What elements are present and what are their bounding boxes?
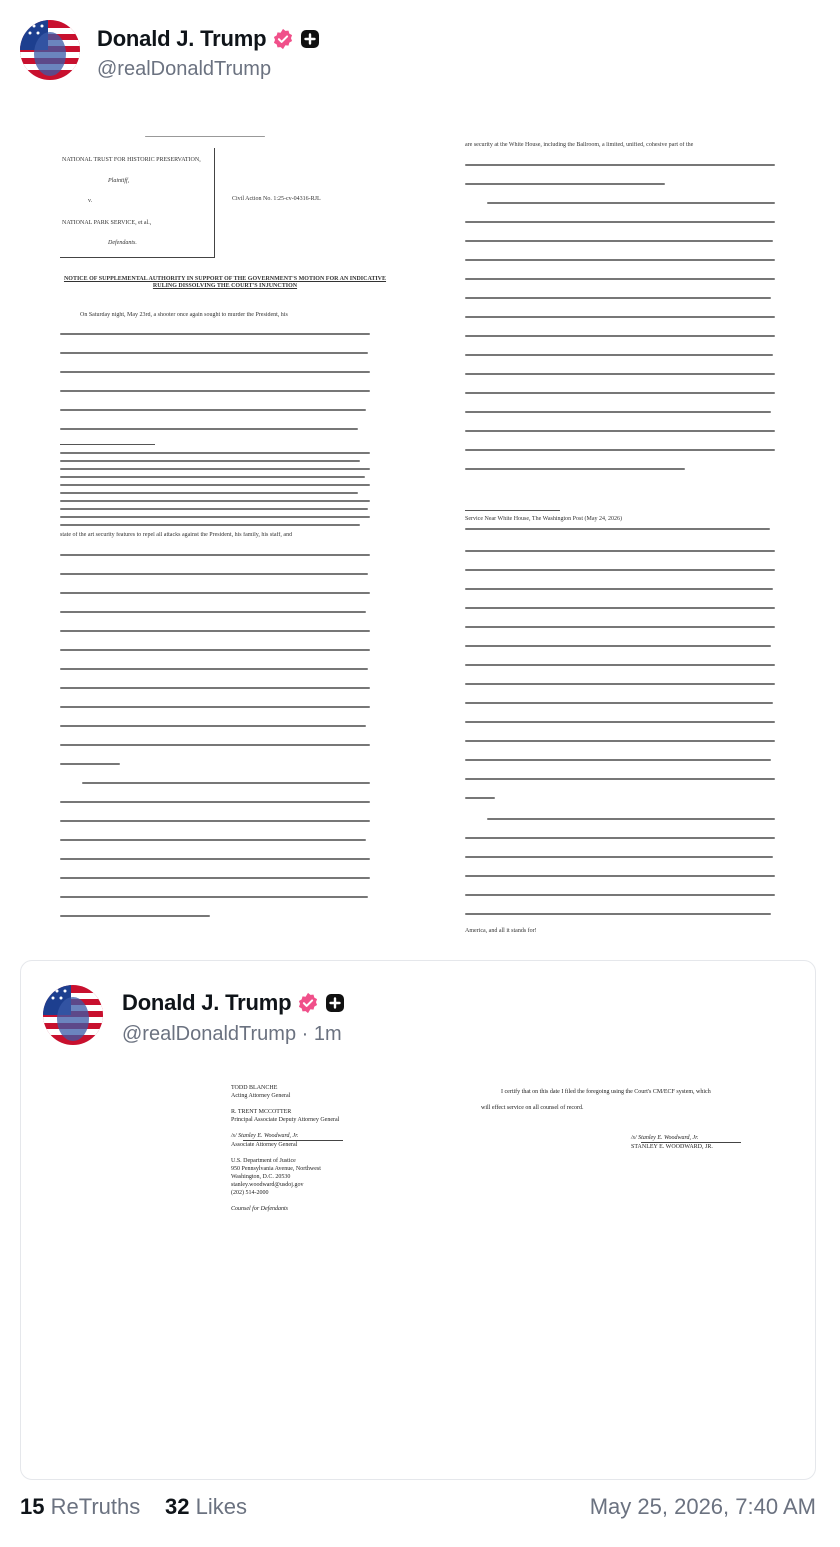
- caption-plaintiff-role: Plaintiff,: [108, 178, 130, 184]
- sig-line-2: Acting Attorney General: [231, 1093, 291, 1099]
- post-footer: [20, 1494, 820, 1524]
- case-number: Civil Action No. 1:25-cv-04316-RJL: [232, 196, 321, 202]
- sig-line-10: U.S. Department of Justice: [231, 1158, 296, 1164]
- document-page-right: [465, 118, 805, 948]
- quoted-author-name[interactable]: Donald J. Trump: [122, 990, 292, 1015]
- paragraph-first-line: On Saturday night, May 23rd, a shooter once again sought to murder the President, his: [80, 312, 288, 318]
- right-page-top-line: are security at the White House, including the Ballroom, a limited, unified, cohesive part of the: [465, 142, 694, 148]
- document-page-left: [60, 118, 390, 948]
- caption-versus: v.: [88, 198, 93, 204]
- post-header: [20, 20, 820, 82]
- sig-line-1: TODD BLANCHE: [231, 1085, 278, 1091]
- quoted-avatar[interactable]: [43, 985, 103, 1045]
- quoted-post-card[interactable]: [20, 960, 816, 1480]
- sig-line-13: stanley.woodward@usdoj.gov: [231, 1182, 304, 1188]
- right-footnote: Service Near White House, The Washington Post (May 24, 2026): [465, 516, 622, 522]
- retruths-count: 15: [20, 1494, 45, 1519]
- certificate-line-1: I certify that on this date I filed the foregoing using the Court's CM/ECF system, which: [501, 1089, 711, 1095]
- sig-line-16: Counsel for Defendants: [231, 1206, 288, 1212]
- plus-badge-icon: [325, 993, 345, 1013]
- caption-defendant: NATIONAL PARK SERVICE, et al.,: [62, 220, 152, 226]
- author-name[interactable]: Donald J. Trump: [97, 26, 267, 51]
- caption-defendant-role: Defendants.: [108, 240, 137, 246]
- flag-portrait-avatar-icon: [43, 985, 103, 1045]
- author-handle[interactable]: @realDonaldTrump: [97, 58, 272, 80]
- verified-badge-icon: [272, 28, 294, 50]
- signature-page-image[interactable]: [221, 1081, 781, 1281]
- post-timestamp[interactable]: May 25, 2026, 7:40 AM: [589, 1494, 816, 1519]
- likes-label: Likes: [195, 1494, 247, 1519]
- cert-signer-name: STANLEY E. WOODWARD, JR.: [631, 1144, 713, 1150]
- plus-badge-icon: [300, 29, 320, 49]
- sig-line-7: /s/ Stanley E. Woodward, Jr.: [231, 1133, 299, 1139]
- cert-signature: /s/ Stanley E. Woodward, Jr.: [631, 1135, 699, 1141]
- certificate-line-2: will effect service on all counsel of record.: [481, 1105, 584, 1111]
- sig-line-4: R. TRENT MCCOTTER: [231, 1109, 292, 1115]
- flag-portrait-avatar-icon: [20, 20, 80, 80]
- right-last-line: America, and all it stands for!: [465, 928, 537, 934]
- sig-line-12: Washington, D.C. 20530: [231, 1174, 291, 1180]
- quoted-name-row: [122, 990, 345, 1016]
- sig-line-5: Principal Associate Deputy Attorney General: [231, 1117, 340, 1123]
- quoted-handle-time[interactable]: @realDonaldTrump · 1m: [122, 1023, 342, 1045]
- sig-line-11: 950 Pennsylvania Avenue, Northwest: [231, 1166, 321, 1172]
- avatar[interactable]: [20, 20, 80, 80]
- retruths-stat[interactable]: [20, 1494, 140, 1520]
- author-name-row: [97, 26, 320, 52]
- notice-heading: NOTICE OF SUPPLEMENTAL AUTHORITY IN SUPPORT OF THE GOVERNMENT'S MOTION FOR AN INDICATIVE RULING DISSOLVING THE COURT'S INJUNCTION: [63, 276, 387, 289]
- case-caption: [60, 148, 215, 258]
- likes-count: 32: [165, 1494, 190, 1519]
- sig-line-14: (202) 514-2000: [231, 1190, 269, 1196]
- verified-badge-icon: [297, 992, 319, 1014]
- sig-line-8: Associate Attorney General: [231, 1142, 298, 1148]
- page-bridge-line: state of the art security features to repel all attacks against the President, his family, his staff, and: [60, 532, 293, 538]
- caption-plaintiff: NATIONAL TRUST FOR HISTORIC PRESERVATION,: [62, 157, 201, 163]
- document-image[interactable]: [40, 118, 800, 948]
- likes-stat[interactable]: [165, 1494, 247, 1520]
- retruths-label: ReTruths: [50, 1494, 141, 1519]
